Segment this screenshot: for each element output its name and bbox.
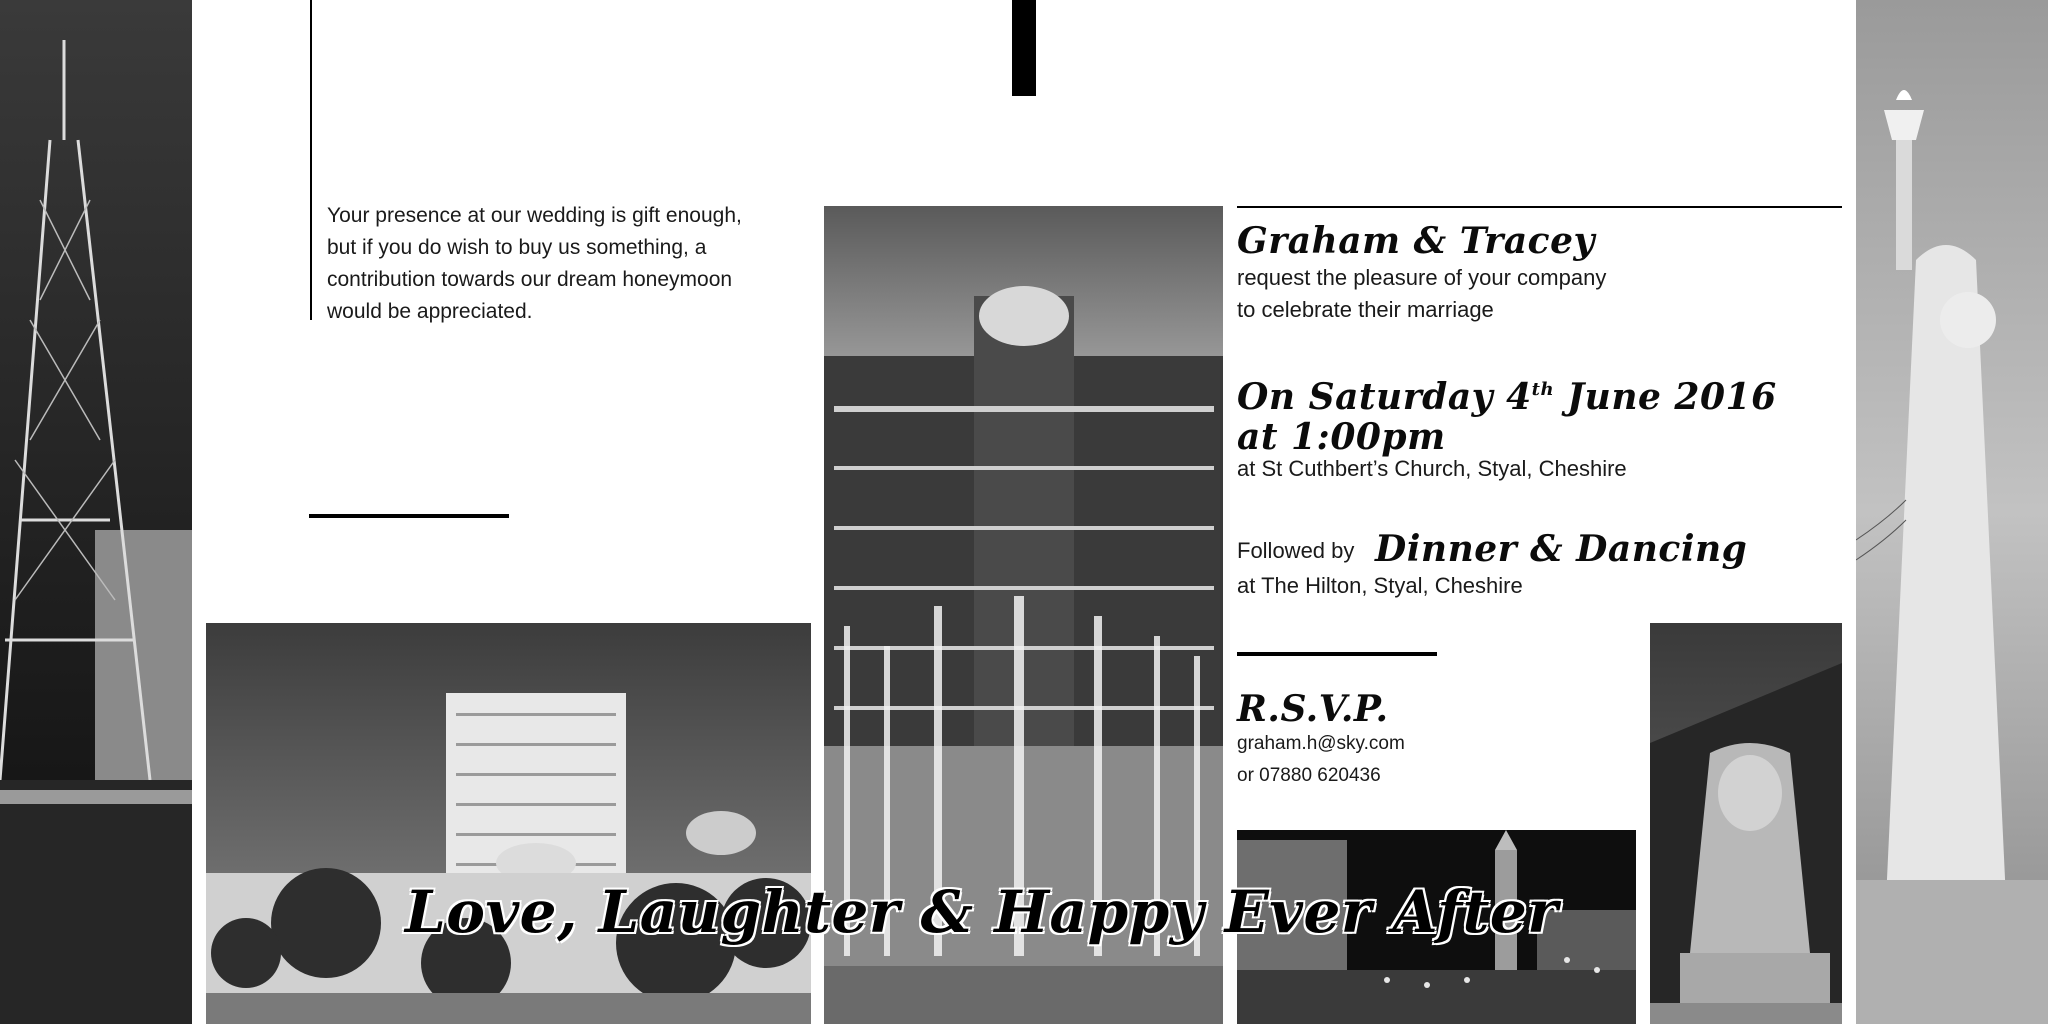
statue-of-liberty-photo — [1856, 0, 2048, 1024]
date-rest: June 2016 — [1554, 376, 1777, 418]
date-suffix: th — [1531, 379, 1555, 400]
top-center-rule — [1012, 0, 1036, 96]
couple-names: Graham & Tracey — [1237, 220, 1595, 262]
reception-venue: at The Hilton, Styal, Cheshire — [1237, 573, 1523, 598]
date-prefix: On Saturday 4 — [1237, 376, 1532, 418]
rsvp-email: graham.h@sky.com — [1237, 733, 1405, 754]
ceremony-date — [1237, 370, 1777, 417]
eiffel-tower-photo — [0, 0, 192, 1024]
church-venue: at St Cuthbert’s Church, Styal, Cheshire — [1237, 456, 1627, 481]
left-short-rule — [309, 514, 509, 518]
ceremony-date-time — [1237, 370, 1777, 457]
left-vertical-rule — [310, 0, 312, 320]
gift-note: Your presence at our wedding is gift enough, but if you do wish to buy us something, a contribution towards our dream honeymoon would be appreciated. — [327, 204, 742, 323]
ceremony-time: at 1:00pm — [1237, 416, 1446, 458]
request-line-1: request the pleasure of your company — [1237, 265, 1607, 290]
request-line-2: to celebrate their marriage — [1237, 297, 1494, 322]
tagline: Love, Laughter & Happy Ever After — [405, 878, 1559, 946]
rsvp-heading: R.S.V.P. — [1237, 688, 1389, 730]
sphinx-photo — [1650, 623, 1842, 1024]
request-text — [1237, 262, 1606, 326]
rsvp-phone: or 07880 620436 — [1237, 765, 1381, 786]
right-short-rule — [1237, 652, 1437, 656]
reception-title: Dinner & Dancing — [1375, 528, 1748, 570]
caesars-palace-photo — [206, 623, 811, 1024]
right-top-rule — [1237, 206, 1842, 208]
followed-by-label: Followed by — [1237, 538, 1355, 563]
